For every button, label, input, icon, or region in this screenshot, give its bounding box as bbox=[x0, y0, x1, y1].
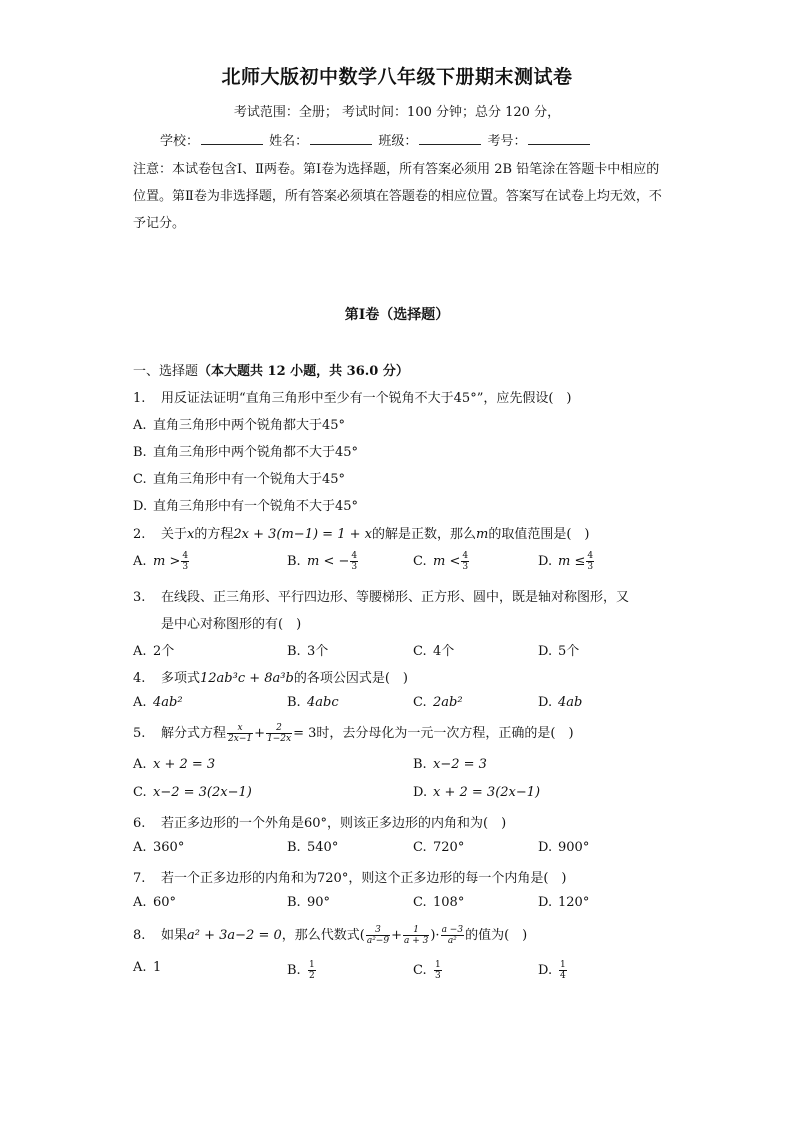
school-blank bbox=[201, 132, 263, 145]
q2-option-d: D. m ≤ $\frac{4}{3}$ bbox=[538, 551, 594, 572]
q6-option-b: B. 540° bbox=[287, 840, 339, 855]
q1-option-d: D. 直角三角形中有一个锐角不大于45° bbox=[133, 499, 359, 514]
q4-option-c: C. 2ab² bbox=[413, 695, 463, 710]
q6-option-d: D. 900° bbox=[538, 840, 590, 855]
question-4: 4. 多项式12ab³c + 8a³b的各项公因式是( ) bbox=[133, 671, 408, 686]
q8-option-d: D. $\frac{1}{4}$ bbox=[538, 960, 566, 981]
question-3-cont: 是中心对称图形的有( ) bbox=[161, 617, 302, 632]
exam-title: 北师大版初中数学八年级下册期末测试卷 bbox=[221, 66, 573, 88]
q2-option-a: A. m > $\frac{4}{3}$ bbox=[133, 551, 189, 572]
q7-option-a: A. 60° bbox=[133, 895, 177, 910]
exam-notice: 注意：本试卷包含Ⅰ、Ⅱ两卷。第Ⅰ卷为选择题，所有答案必须用 2B 铅笔涂在答题卡中相应的位置。第Ⅱ卷为非选择题，所有答案必须填在答题卷的相应位置。答案写在试卷上均无效，不予记分。 bbox=[133, 162, 662, 231]
q1-option-b: B. 直角三角形中两个锐角都不大于45° bbox=[133, 445, 359, 460]
q8-option-c: C. $\frac{1}{3}$ bbox=[413, 960, 441, 981]
q5-option-a: A. x + 2 = 3 bbox=[133, 757, 216, 772]
question-text: 用反证法证明“直角三角形中至少有一个锐角不大于45°”，应先假设( ) bbox=[161, 391, 572, 406]
q5-option-b: B. x−2 = 3 bbox=[413, 757, 487, 772]
name-blank bbox=[310, 132, 372, 145]
q7-option-b: B. 90° bbox=[287, 895, 331, 910]
q3-option-c: C. 4个 bbox=[413, 644, 455, 659]
student-info-row bbox=[160, 130, 592, 149]
q2-option-b: B. m < − $\frac{4}{3}$ bbox=[287, 551, 358, 572]
q1-option-c: C. 直角三角形中有一个锐角大于45° bbox=[133, 472, 346, 487]
q7-option-c: C. 108° bbox=[413, 895, 465, 910]
exam-subtitle: 考试范围：全册； 考试时间：100 分钟；总分 120 分， bbox=[233, 105, 561, 120]
id-label: 考号： bbox=[487, 134, 527, 149]
q8-option-a: A. 1 bbox=[133, 960, 162, 975]
question-3: 3. 在线段、正三角形、平行四边形、等腰梯形、正方形、圆中，既是轴对称图形，又 bbox=[133, 590, 630, 605]
question-7: 7. 若一个正多边形的内角和为720°，则这个正多边形的每一个内角是( ) bbox=[133, 871, 567, 886]
class-blank bbox=[419, 132, 481, 145]
school-label: 学校： bbox=[160, 134, 200, 149]
question-6: 6. 若正多边形的一个外角是60°，则该正多边形的内角和为( ) bbox=[133, 816, 507, 831]
q6-option-a: A. 360° bbox=[133, 840, 185, 855]
q1-option-a: A. 直角三角形中两个锐角都大于45° bbox=[133, 418, 346, 433]
section-title bbox=[133, 360, 409, 379]
q5-option-d: D. x + 2 = 3(2x−1) bbox=[413, 785, 541, 800]
q3-option-a: A. 2个 bbox=[133, 644, 175, 659]
id-blank bbox=[528, 132, 590, 145]
part-title: 第Ⅰ卷（选择题） bbox=[344, 307, 450, 323]
class-label: 班级： bbox=[378, 134, 418, 149]
q4-option-a: A. 4ab² bbox=[133, 695, 183, 710]
q3-option-b: B. 3个 bbox=[287, 644, 329, 659]
q5-option-c: C. x−2 = 3(2x−1) bbox=[133, 785, 252, 800]
q8-option-b: B. $\frac{1}{2}$ bbox=[287, 960, 315, 981]
question-5: 5. 解分式方程 $\frac{x}{2x-1}$ + $\frac{2}{1-2x}$ = 3时，去分母化为一元一次方程，正确的是( ) bbox=[133, 723, 574, 744]
q3-option-d: D. 5个 bbox=[538, 644, 580, 659]
q6-option-c: C. 720° bbox=[413, 840, 465, 855]
q4-option-d: D. 4ab bbox=[538, 695, 583, 710]
question-2: 2. 关于x的方程2x + 3(m−1) = 1 + x的解是正数，那么m的取值范围是( ) bbox=[133, 527, 590, 542]
name-label: 姓名： bbox=[269, 134, 309, 149]
q7-option-d: D. 120° bbox=[538, 895, 590, 910]
q4-option-b: B. 4abc bbox=[287, 695, 339, 710]
section-prefix: 一、选择题 bbox=[133, 364, 199, 379]
question-1: 1. 用反证法证明“直角三角形中至少有一个锐角不大于45°”，应先假设( ) bbox=[133, 391, 572, 406]
question-8: 8. 如果a² + 3a−2 = 0，那么代数式( $\frac{3}{\text{a²−9}}$ + $\frac{1}{a + 3}$ )· $\frac{a -3}{\text{a²}}$ 的值为( ) bbox=[133, 925, 528, 946]
section-detail: （本大题共 12 小题，共 36.0 分） bbox=[198, 364, 409, 379]
q2-option-c: C. m < $\frac{4}{3}$ bbox=[413, 551, 469, 572]
